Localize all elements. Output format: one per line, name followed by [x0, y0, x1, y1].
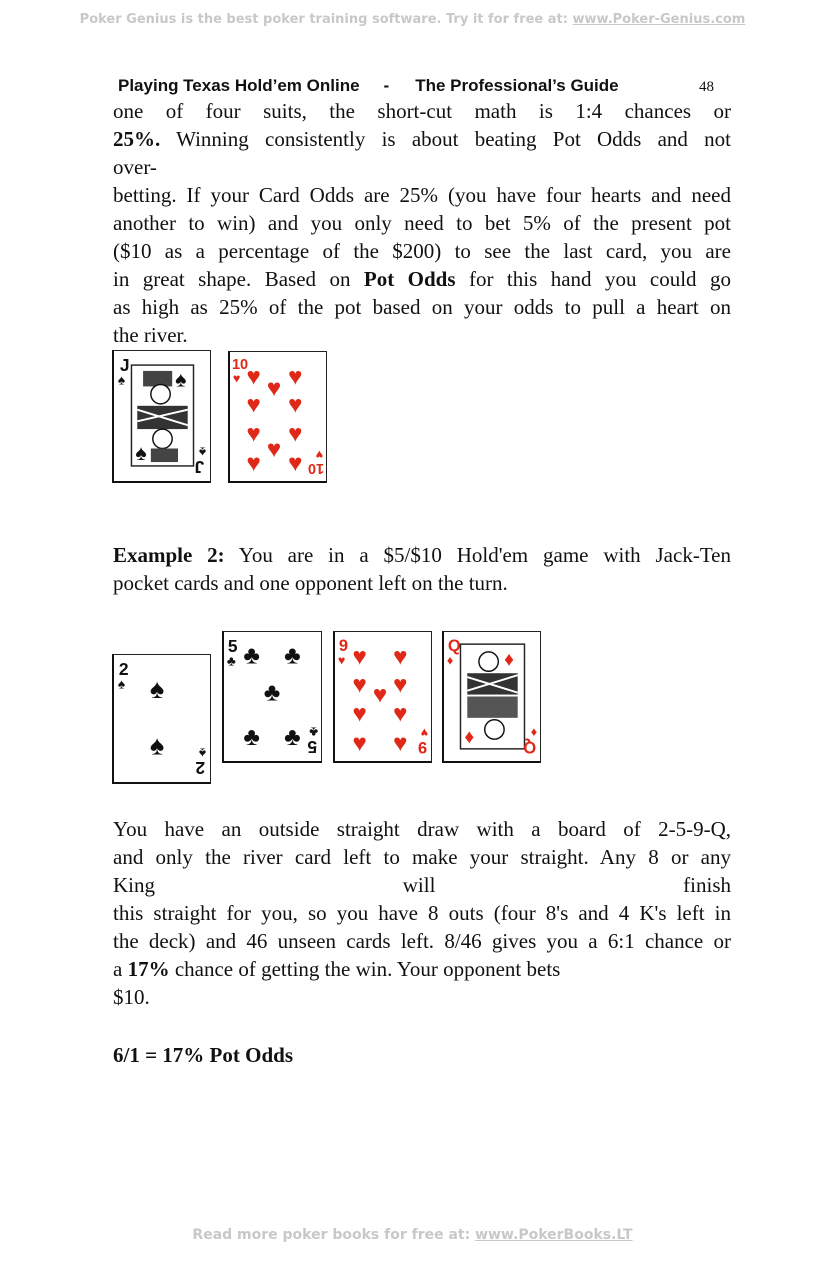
card-ten-of-hearts — [228, 351, 327, 483]
text-fragment: You are in a $5/$10 Hold'em game with Jack-Ten — [224, 543, 731, 567]
poker-genius-link[interactable]: www.Poker-Genius.com — [572, 12, 746, 27]
bottom-banner — [0, 1227, 825, 1243]
text-line: the river. — [113, 323, 188, 347]
spade-icon: ♠ — [149, 730, 165, 761]
svg-text:♣: ♣ — [284, 642, 301, 670]
top-banner-text: Poker Genius is the best poker training software. Try it for free at: — [79, 12, 568, 27]
spade-icon: ♠ — [117, 372, 126, 388]
text-line — [113, 541, 731, 569]
spade-icon: ♠ — [198, 745, 207, 761]
svg-text:♣: ♣ — [284, 724, 301, 751]
card-rank: 10 — [231, 356, 249, 373]
heart-icon: ♥ — [315, 447, 324, 462]
club-icon: ♣ — [226, 653, 236, 669]
svg-text:♥: ♥ — [352, 729, 367, 757]
svg-text:♥: ♥ — [372, 681, 388, 709]
text-fragment: in great shape. Based on — [113, 267, 364, 291]
paragraph-straight-draw — [113, 815, 731, 1011]
pot-odds-line — [113, 1041, 731, 1069]
club-icon: ♣ — [309, 724, 319, 740]
diamond-icon: ♦ — [464, 727, 475, 749]
text-line — [113, 125, 731, 153]
diamond-icon: ♦ — [446, 653, 454, 668]
example-label: Example 2: — [113, 543, 225, 567]
bold-percent: 17% — [127, 957, 170, 981]
svg-text:♥: ♥ — [393, 671, 408, 699]
svg-text:♥: ♥ — [393, 729, 408, 757]
top-banner — [0, 12, 825, 27]
diamond-icon: ♦ — [530, 725, 538, 740]
bottom-banner-text: Read more poker books for free at: — [192, 1227, 471, 1243]
card-rank: 5 — [307, 737, 318, 758]
svg-text:♣: ♣ — [263, 679, 281, 707]
card-rank: 2 — [118, 658, 129, 679]
text-fragment: King will — [113, 873, 436, 897]
heart-icon: ♥ — [232, 371, 241, 386]
card-rank: Q — [447, 636, 461, 655]
spade-icon: ♠ — [175, 367, 187, 392]
svg-text:♥: ♥ — [352, 643, 367, 671]
text-line: $10. — [113, 985, 150, 1009]
running-head — [118, 76, 619, 96]
text-fragment: Winning consistently is about beating Pot Odds and not — [160, 127, 731, 151]
card-rank: 10 — [307, 460, 325, 477]
card-rank: Q — [523, 738, 537, 757]
text-line — [113, 871, 731, 899]
svg-text:♣: ♣ — [243, 724, 260, 751]
card-jack-of-spades — [112, 350, 211, 483]
svg-text:♥: ♥ — [288, 363, 303, 391]
heart-pips — [246, 364, 302, 477]
text-line: as high as 25% of the pot based on your odds to pull a heart on — [113, 295, 731, 319]
card-rank: J — [194, 457, 205, 478]
svg-text:♣: ♣ — [243, 642, 260, 670]
diamond-icon: ♦ — [504, 649, 515, 671]
heart-pips — [352, 644, 407, 757]
text-line: pocket cards and one opponent left on the turn. — [113, 571, 508, 595]
queen-of-diamonds-icon — [444, 632, 540, 761]
page-number: 48 — [699, 79, 714, 95]
text-line: one of four suits, the short-cut math is 1:4 chances or — [113, 99, 731, 123]
bold-percent: 25%. — [113, 127, 161, 151]
text-line: and only the river card left to make your straight. Any 8 or any — [113, 845, 731, 869]
spade-icon: ♠ — [117, 676, 126, 692]
svg-text:♥: ♥ — [266, 436, 282, 464]
jack-of-spades-icon — [114, 351, 210, 481]
pot-odds-formula: 6/1 = 17% Pot Odds — [113, 1043, 293, 1067]
svg-text:♥: ♥ — [246, 363, 261, 391]
text-fragment: chance of getting the win. Your opponent bets — [169, 957, 561, 981]
svg-text:♥: ♥ — [352, 671, 367, 699]
text-line — [113, 265, 731, 293]
pokerbooks-link[interactable]: www.PokerBooks.LT — [475, 1227, 633, 1243]
svg-text:♥: ♥ — [288, 391, 303, 419]
text-line: betting. If your Card Odds are 25% (you have four hearts and need — [113, 183, 731, 207]
card-rank: 2 — [195, 758, 206, 779]
text-line: ($10 as a percentage of the $200) to see the last card, you are — [113, 239, 731, 263]
card-queen-of-diamonds — [442, 631, 541, 763]
spade-icon: ♠ — [198, 444, 207, 460]
heart-icon: ♥ — [420, 725, 429, 740]
svg-text:♥: ♥ — [352, 700, 367, 728]
example-2-paragraph — [113, 541, 731, 597]
svg-text:♥: ♥ — [266, 375, 282, 403]
nine-of-hearts-icon — [335, 632, 431, 761]
svg-text:♥: ♥ — [246, 391, 261, 419]
heart-icon: ♥ — [337, 653, 346, 668]
card-five-of-clubs — [222, 631, 322, 763]
club-pips — [243, 643, 300, 751]
card-nine-of-hearts — [333, 631, 432, 763]
svg-text:♥: ♥ — [246, 449, 261, 477]
spade-icon: ♠ — [135, 441, 147, 466]
two-of-spades-icon — [114, 655, 210, 782]
svg-text:♥: ♥ — [393, 700, 408, 728]
ten-of-hearts-icon — [230, 352, 326, 481]
svg-text:♥: ♥ — [393, 643, 408, 671]
text-line: over- — [113, 155, 157, 179]
text-line: the deck) and 46 unseen cards left. 8/46 gives you a 6:1 chance or — [113, 929, 731, 953]
card-two-of-spades — [112, 654, 211, 784]
text-line: another to win) and you only need to bet 5% of the present pot — [113, 211, 731, 235]
bold-pot-odds: Pot Odds — [363, 267, 456, 291]
running-subtitle: The Professional’s Guide — [415, 76, 619, 95]
text-fragment: a — [113, 957, 128, 981]
paragraph-pot-odds — [113, 97, 731, 349]
svg-text:♥: ♥ — [246, 420, 261, 448]
text-line: You have an outside straight draw with a board of 2-5-9-Q, — [113, 817, 731, 841]
text-line — [113, 955, 731, 983]
card-rank: 9 — [417, 738, 428, 757]
running-separator: - — [383, 76, 390, 95]
card-rank: 5 — [227, 635, 238, 656]
svg-text:♥: ♥ — [288, 449, 303, 477]
five-of-clubs-icon — [224, 632, 321, 761]
card-rank: J — [119, 354, 130, 375]
text-fragment: finish — [683, 873, 732, 897]
spade-icon: ♠ — [149, 674, 165, 705]
running-title: Playing Texas Hold’em Online — [118, 76, 360, 95]
svg-text:♥: ♥ — [288, 420, 303, 448]
text-fragment: for this hand you could go — [455, 267, 731, 291]
card-rank: 9 — [338, 636, 349, 655]
text-line: this straight for you, so you have 8 outs (four 8's and 4 K's left in — [113, 901, 731, 925]
